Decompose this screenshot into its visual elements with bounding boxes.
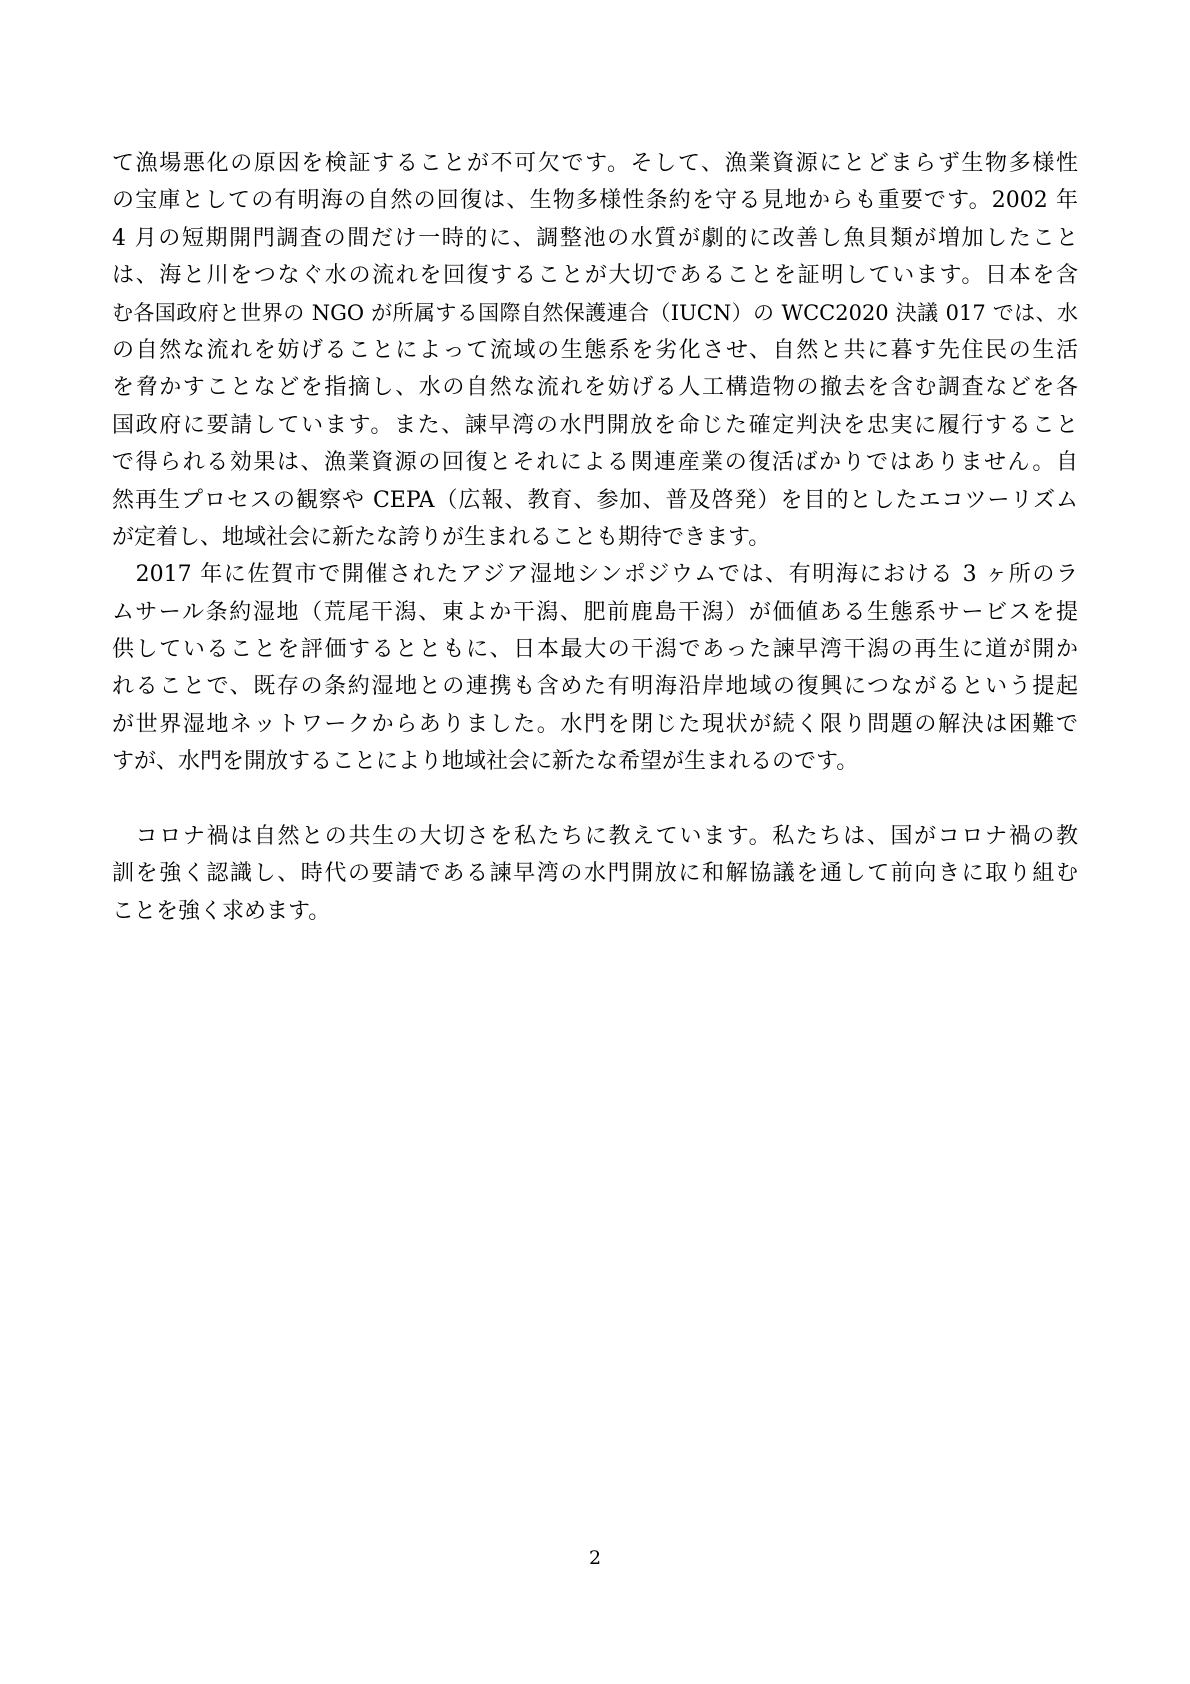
page-number: 2 (588, 1547, 602, 1569)
text-line: て漁場悪化の原因を検証することが不可欠です。そして、漁業資源にとどまらず生物多様性 (112, 151, 1078, 176)
text-line: 訓を強く認識し、時代の要請である諫早湾の水門開放に和解協議を通して前向きに取り組む (112, 861, 1078, 887)
text-line: コロナ禍は自然との共生の大切さを私たちに教えています。私たちは、国がコロナ禍の教 (112, 824, 1078, 850)
body-text (112, 145, 1078, 930)
text-line: ムサール条約湿地（荒尾干潟、東よか干潟、肥前鹿島干潟）が価値ある生態系サービスを提 (112, 599, 1078, 625)
text-line: の自然な流れを妨げることによって流域の生態系を劣化させ、自然と共に暮す先住民の生活 (112, 337, 1078, 363)
text-line: は、海と川をつなぐ水の流れを回復することが大切であることを証明しています。日本を含 (112, 263, 1078, 289)
text-line: の宝庫としての有明海の自然の回復は、生物多様性条約を守る見地からも重要です。2002 年 (112, 188, 1078, 214)
text-line: む各国政府と世界の NGO が所属する国際自然保護連合（IUCN）の WCC2020 決議 017 では、水 (112, 300, 1078, 325)
paragraph-fishery-biodiversity (112, 145, 1078, 556)
text-line: 然再生プロセスの観察や CEPA（広報、教育、参加、普及啓発）を目的としたエコツーリズム (112, 487, 1078, 513)
text-line: を脅かすことなどを指摘し、水の自然な流れを妨げる人工構造物の撤去を含む調査などを各 (112, 375, 1078, 401)
paragraph-conclusion (112, 818, 1078, 930)
text-line: 供していることを評価するとともに、日本最大の干潟であった諫早湾干潟の再生に道が開か (112, 637, 1078, 663)
text-line: で得られる効果は、漁業資源の回復とそれによる関連産業の復活ばかりではありません。自 (112, 450, 1078, 476)
text-line: すが、水門を開放することにより地域社会に新たな希望が生まれるのです。 (112, 749, 859, 775)
text-line: が定着し、地域社会に新たな誇りが生まれることも期待できます。 (112, 524, 771, 550)
text-line: が世界湿地ネットワークからありました。水門を閉じた現状が続く限り問題の解決は困難で (112, 711, 1078, 737)
text-line: 2017 年に佐賀市で開催されたアジア湿地シンポジウムでは、有明海における 3 ヶ所のラ (112, 562, 1078, 588)
text-line: ことを強く求めます。 (112, 898, 331, 924)
text-line: れることで、既存の条約湿地との連携も含めた有明海沿岸地域の復興につながるという提起 (112, 674, 1078, 700)
paragraph-gap (112, 781, 1078, 818)
paragraph-asian-wetland-symposium (112, 556, 1078, 780)
text-line: 4 月の短期開門調査の間だけ一時的に、調整池の水質が劇的に改善し魚貝類が増加したこと (112, 225, 1078, 251)
text-line: 国政府に要請しています。また、諫早湾の水門開放を命じた確定判決を忠実に履行すること (112, 412, 1078, 438)
